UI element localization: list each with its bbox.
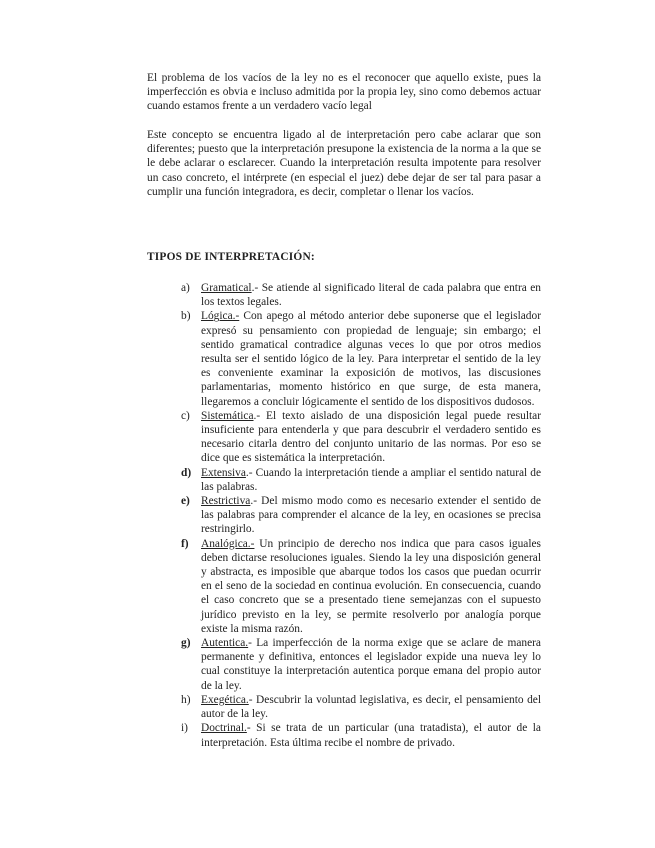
definition: .- Se atiende al significado literal de cada palabra que entra en los textos legales.	[201, 282, 541, 309]
list-marker: g)	[181, 637, 191, 650]
section-heading: TIPOS DE INTERPRETACIÓN:	[147, 251, 315, 263]
list-item	[147, 693, 541, 721]
definition: .- Cuando la interpretación tiende a ampliar el sentido natural de las palabras.	[201, 466, 541, 493]
list-item	[147, 281, 541, 309]
list-marker: d)	[181, 466, 192, 479]
list-marker: e)	[181, 495, 190, 508]
list-item	[147, 466, 541, 494]
term: Lógica.-	[201, 310, 240, 323]
definition: Con apego al método anterior debe suponerse que el legislador expresó su pensamiento con propiedad de lenguaje; sin embargo; el sentido gramatical contradice algunas veces lo que por otros medios resulta ser el sentido lógico de la ley. Para interpretar el sentido de la ley es conveniente examinar la exposición de motivos, las discusiones parlamentarias, momento histórico en que surge, de esta manera, llegaremos a concluir lógicamente el sentido de los dispositivos dudosos.	[201, 310, 541, 408]
term: Doctrinal.	[201, 722, 247, 735]
list-marker: c)	[181, 409, 190, 422]
interpretation-types-list	[147, 281, 541, 750]
list-marker: i)	[181, 722, 188, 735]
term: Exegética.	[201, 693, 249, 706]
term: Sistemática	[201, 409, 254, 422]
list-marker: f)	[181, 537, 189, 550]
definition: .- Del mismo modo como es necesario extender el sentido de las palabras para comprender el alcance de la ley, en ocasiones se precisa restringirlo.	[201, 495, 541, 536]
list-marker: b)	[181, 310, 191, 323]
term: Autentica.	[201, 637, 249, 650]
intro-paragraph: El problema de los vacíos de la ley no es el reconocer que aquello existe, pues la imperfección es obvia e incluso admitida por la propia ley, sino como debemos actuar cuando estamos frente a un verdadero vacío legal	[147, 72, 541, 113]
definition: - Descubrir la voluntad legislativa, es decir, el pensamiento del autor de la ley.	[201, 693, 541, 721]
term: Gramatical	[201, 282, 252, 294]
definition: Un principio de derecho nos indica que para casos iguales deben dictarse resoluciones iguales. Siendo la ley una disposición general y abstracta, es imposible que abarque todos los casos que puedan ocurrir en el seno de la sociedad en continua evolución. En consecuencia, cuando el caso concreto que se a presentado tiene semejanzas con el supuesto jurídico previsto en la ley, se permite resolverlo por analogía porque existe la misma razón.	[201, 537, 541, 635]
list-item	[147, 309, 541, 408]
definition: .- El texto aislado de una disposición legal puede resultar insuficiente para entenderla y que para descubrir el verdadero sentido es necesario citarla dentro del conjunto unitario de las normas. Por eso se dice que es sistemática la interpretación.	[201, 409, 541, 465]
concept-paragraph: Este concepto se encuentra ligado al de interpretación pero cabe aclarar que son diferentes; puesto que la interpretación presupone la existencia de la norma a la que se le debe aclarar o esclarecer. Cuando la interpretación resulta impotente para resolver un caso concreto, el intérprete (en especial el juez) debe dejar de ser tal para pasar a cumplir una función integradora, es decir, completar o llenar los vacíos.	[147, 129, 541, 198]
list-item	[147, 537, 541, 636]
list-item	[147, 409, 541, 466]
term: Restrictiva	[201, 495, 251, 508]
term: Analógica.-	[201, 537, 255, 550]
list-item	[147, 721, 541, 749]
list-item	[147, 494, 541, 537]
list-marker: h)	[181, 693, 191, 706]
list-item	[147, 636, 541, 693]
term: Extensiva	[201, 466, 246, 479]
list-marker: a)	[181, 282, 190, 294]
definition: - La imperfección de la norma exige que se aclare de manera permanente y definitiva, entonces el legislador expide una nueva ley lo cual constituye la interpretación autentica porque emana del propio autor de la ley.	[201, 637, 541, 692]
definition: - Si se trata de un particular (una tratadista), el autor de la interpretación. Esta última recibe el nombre de privado.	[201, 722, 541, 749]
